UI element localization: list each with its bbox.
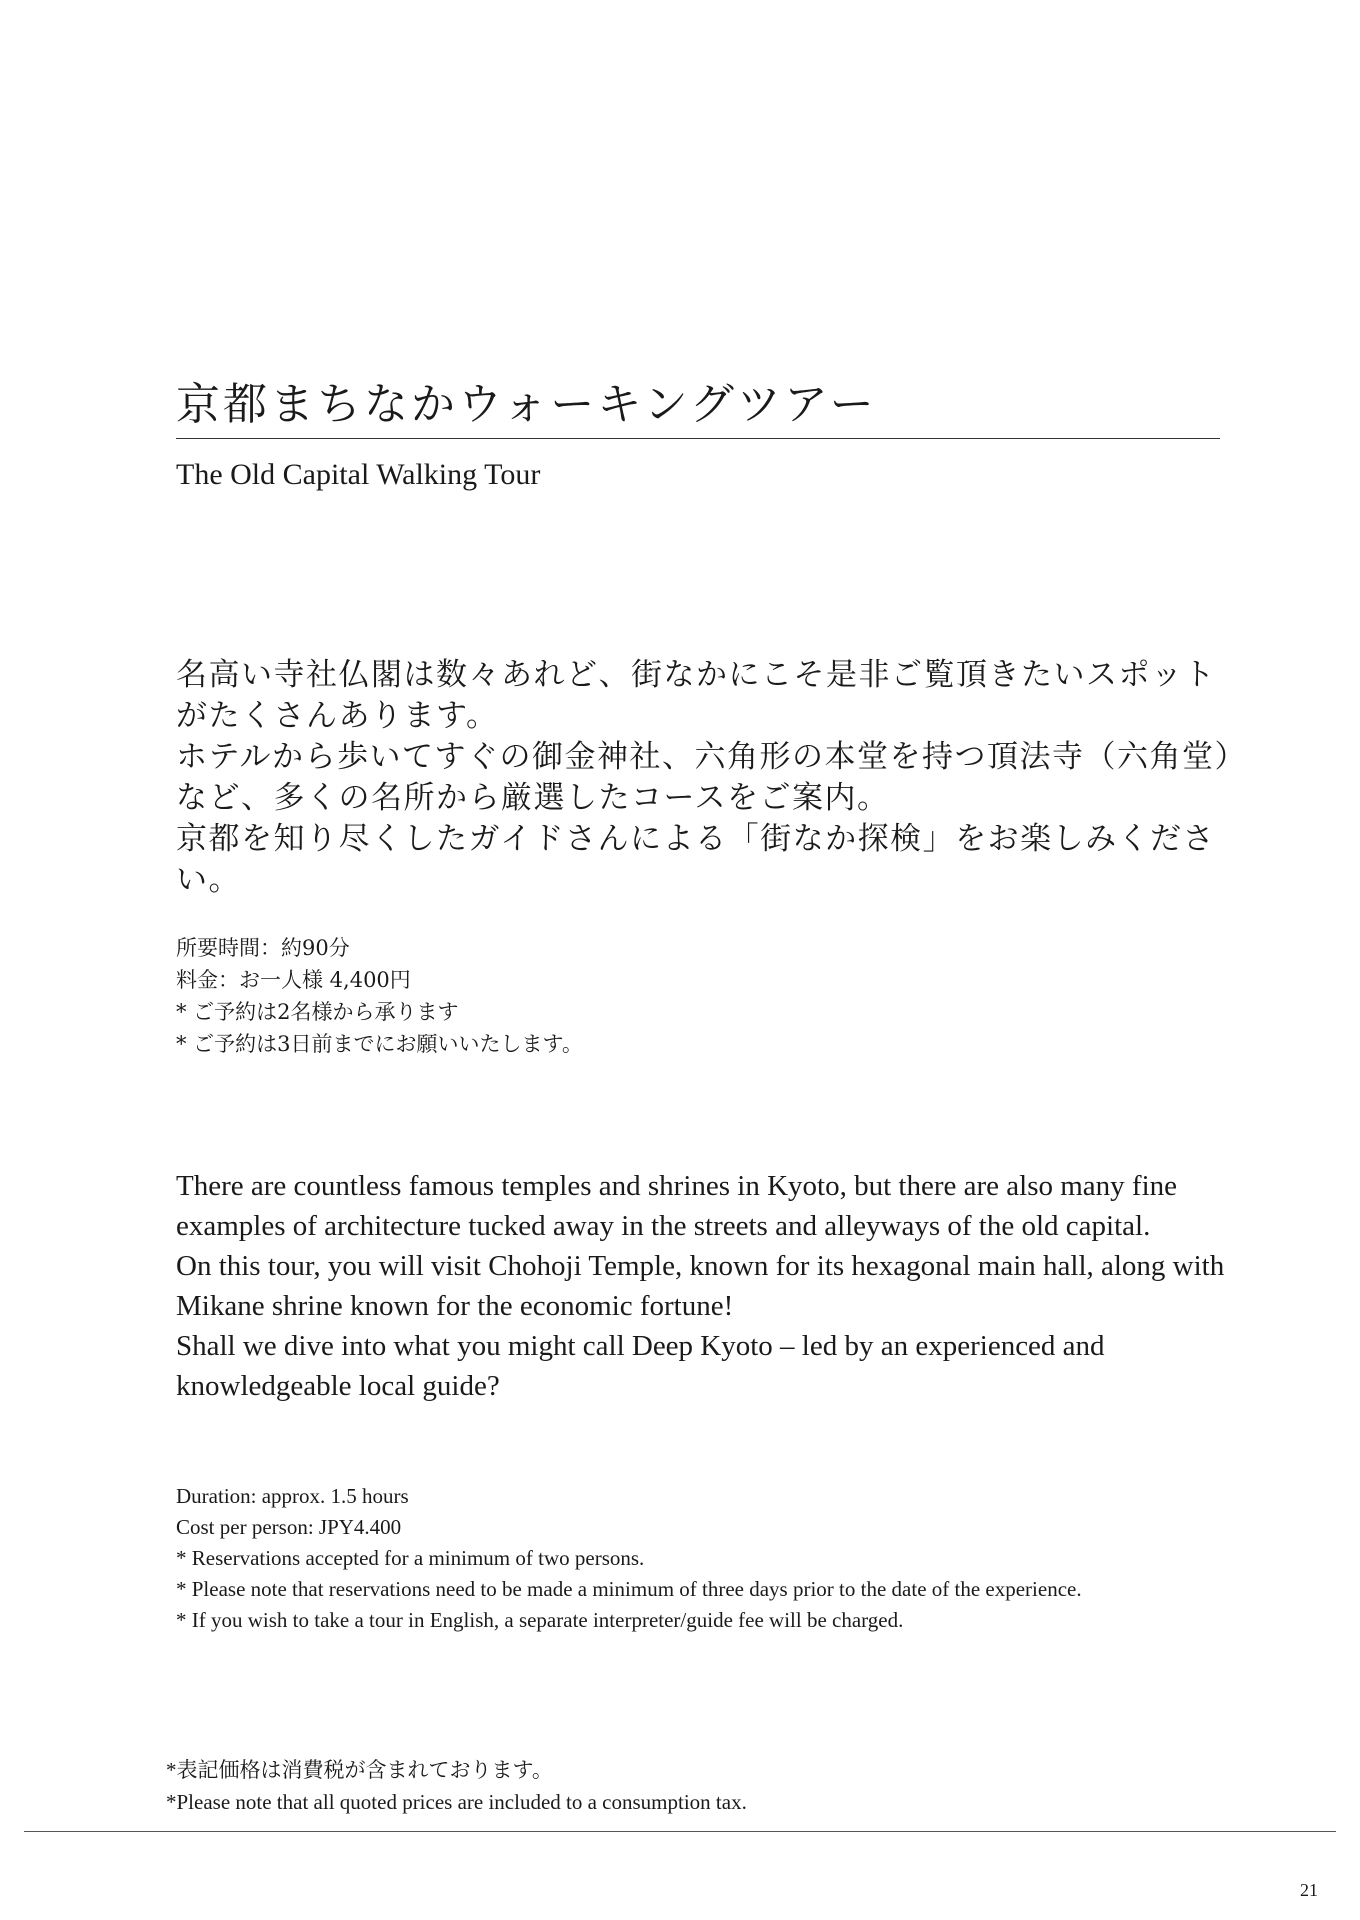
tax-note-en: *Please note that all quoted prices are included to a consumption tax. [166,1790,747,1814]
intro-en-paragraph: There are countless famous temples and shrines in Kyoto, but there are also many fine examples of architecture tucked away in the streets and alleyways of the old capital. [176,1170,1177,1242]
detail-duration-ja: 所要時間：約90分 [176,936,350,960]
detail-note-ja: * ご予約は3日前までにお願いいたします。 [176,1032,583,1056]
intro-english [176,1166,1236,1406]
detail-note-en: * Please note that reservations need to be made a minimum of three days prior to the date of the experience. [176,1577,1082,1601]
footer-divider [24,1831,1336,1832]
detail-note-ja: * ご予約は2名様から承ります [176,1000,459,1024]
detail-price-en: Cost per person: JPY4.400 [176,1515,402,1539]
page-subtitle: The Old Capital Walking Tour [176,458,541,491]
intro-en-paragraph: Shall we dive into what you might call Deep Kyoto – led by an experienced and knowledgeable local guide? [176,1330,1105,1402]
page-number: 21 [1300,1880,1318,1900]
title-divider [176,438,1220,439]
detail-price-ja: 料金：お一人様 4,400円 [176,968,411,992]
tax-note-ja: *表記価格は消費税が含まれております。 [166,1758,553,1782]
detail-note-en: * Reservations accepted for a minimum of two persons. [176,1546,645,1570]
intro-ja-paragraph: 名高い寺社仏閣は数々あれど、街なかにこそ是非ご覧頂きたいスポットがたくさんあります。 [176,657,1216,734]
intro-ja-paragraph: ホテルから歩いてすぐの御金神社、六角形の本堂を持つ頂法寺（六角堂）など、多くの名所から厳選したコースをご案内。 [176,739,1232,816]
tax-footnotes [166,1754,747,1818]
intro-en-paragraph: On this tour, you will visit Chohoji Temple, known for its hexagonal main hall, along with Mikane shrine known for the economic fortune! [176,1250,1225,1322]
intro-japanese [176,655,1236,901]
detail-duration-en: Duration: approx. 1.5 hours [176,1484,409,1508]
detail-note-en: * If you wish to take a tour in English, a separate interpreter/guide fee will be charged. [176,1608,904,1632]
tour-details-japanese [176,932,583,1060]
intro-ja-paragraph: 京都を知り尽くしたガイドさんによる「街なか探検」をお楽しみください。 [176,821,1216,898]
page-title: 京都まちなかウォーキングツアー [176,379,877,430]
tour-details-english [176,1481,1082,1636]
